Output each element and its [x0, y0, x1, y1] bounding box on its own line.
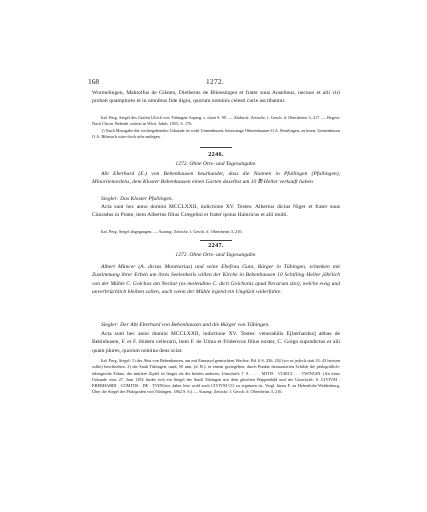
source-note: Ital. Perg. Siegel abgegangen. — Auszug: Zeitschr. f. Gesch. d. Oberrheins 3, 216. — [101, 229, 243, 234]
separator-rule — [200, 240, 232, 241]
document-number: 2246. — [208, 151, 224, 158]
document-body: Acta sunt hec anno domini MCCLXXII, indictione XV. Testes: venerabilis E[berhardus] abbas de Bebinhusen, F. et F. ibidem cellerarii, item F. de Ulma et Fridericus filius noster, C. Golgo supradictus et alii quam plures, quorum nomina deus sciat. — [92, 331, 340, 354]
document-body: Acta sunt hec anno domini MCCLXXII, indictione XV. Testes: Albertus dictus Niger et frater suus Cūnradus in Ponte, item Albertus filius Crægelini et frater ipsius Hainricus et alii multi. — [92, 204, 340, 219]
sealer-line: Siegler: Das Kloster Pfullingen. — [101, 196, 174, 202]
document-date: 1272. Ohne Orts- und Tagesangabe. — [175, 252, 257, 258]
source-note: Ital. Perg. Siegel: 1) des Abts von Bebenhausen, am mit Einmayd gemischten Wachse, Bd. 6 S. 256, 292 (wo es jedoch statt 33: 43 heissen sollte) beschrieben. 2) der Stadt Tübingen, rund, 50 mm, (d. B.): in einem gesiegelten, durch Punkte damaszierten Schilde die pfalzgräflich-tübingische Fahne, der mittlere Zipfel ist länger als die beiden anderen; Umschrift: † S. . . . . MITIS . VLRICI . . . TWINGIN. (An einer Urkunde vom 27. Juni 1292 findet sich ein Siegel der Stadt Tübingen mit dem gleichen Wappenbild und der Umschrift: S. CIVIVM . EBERHARDI . COMITIS . DE . TVINGen, daher hier wohl auch CIVIVM CO zu ergänzen ist. Vergl. hiezu F. zu Hohenlohe-Waldenburg, Über die Siegel der Pfalzgrafen von Tübingen, 1862 S. 6.) — Auszug: Zeitschr. f. Gesch. d. Oberrheins 3, 216. — [92, 358, 340, 395]
continuation-text: Wurmelingen, Mahtolfus de Gilsten, Dietherus de Bliensingen et frater suus Anselmus, necnon et alii viri probati quamplures et in omnibus fide digni, quorum nominis celesti curie ascribantur. — [92, 90, 340, 105]
document-summary: Abt Eberhard (E.) von Bebenhausen beurkundet, dass die Nonnen in Pfullingen (Pfullingen), Minoritenordens, dem Kloster Bebenhausen einen Garten daselbst um 10 ℔ Heller verkauft haben. — [92, 171, 340, 186]
document-number: 2247. — [208, 242, 224, 249]
footnote: 1) Nach Mossgabe der vorhergehenden Urkunde ist wohl Unmenhusen, heutzutage Ohmenhausen O.A. Reutlingen, zu lesen; Unmenhusen O.A. Biberach wäre doch sehr entlegen. — [92, 128, 340, 140]
separator-rule — [200, 147, 232, 148]
source-note: Ital. Perg. Siegel des Grafen Ulrich von Tübingen-Asperg; s. oben S. 99. — Abdruck: Zeitschr. f. Gesch. d. Oberrheins 3, 217. — Regest: Nach Chron. Bebenh. zuletzt in Wirtt. Jahrb. 1855, S. 176. — [92, 115, 340, 127]
document-date: 1272. Ohne Orts- und Tagesangabe. — [175, 161, 257, 167]
sealer-line: Siegler: Der Abt Eberhard von Bebenhausen und die Bürger von Tübingen. — [101, 322, 270, 328]
page-number: 168 — [88, 77, 100, 86]
running-head-year: 1272. — [206, 77, 225, 86]
document-summary: Albert Müncer (A. dictus Monetarius) und seine Ehefrau Guta, Bürger in Tübingen, schenken mit Zustimmung ihrer Erben um ihres Seelenheils willen der Kirche in Bebenhausen 10 Schilling Heller jährlich von der Mühle C. Golchos am Neckar (ex molendino C. dicti Golchonis apud Necarum sito), welche ewig und unverbrüchlich bleiben sollen, auch wenn der Mühle irgend ein Unglück widerfahre. — [92, 264, 340, 295]
